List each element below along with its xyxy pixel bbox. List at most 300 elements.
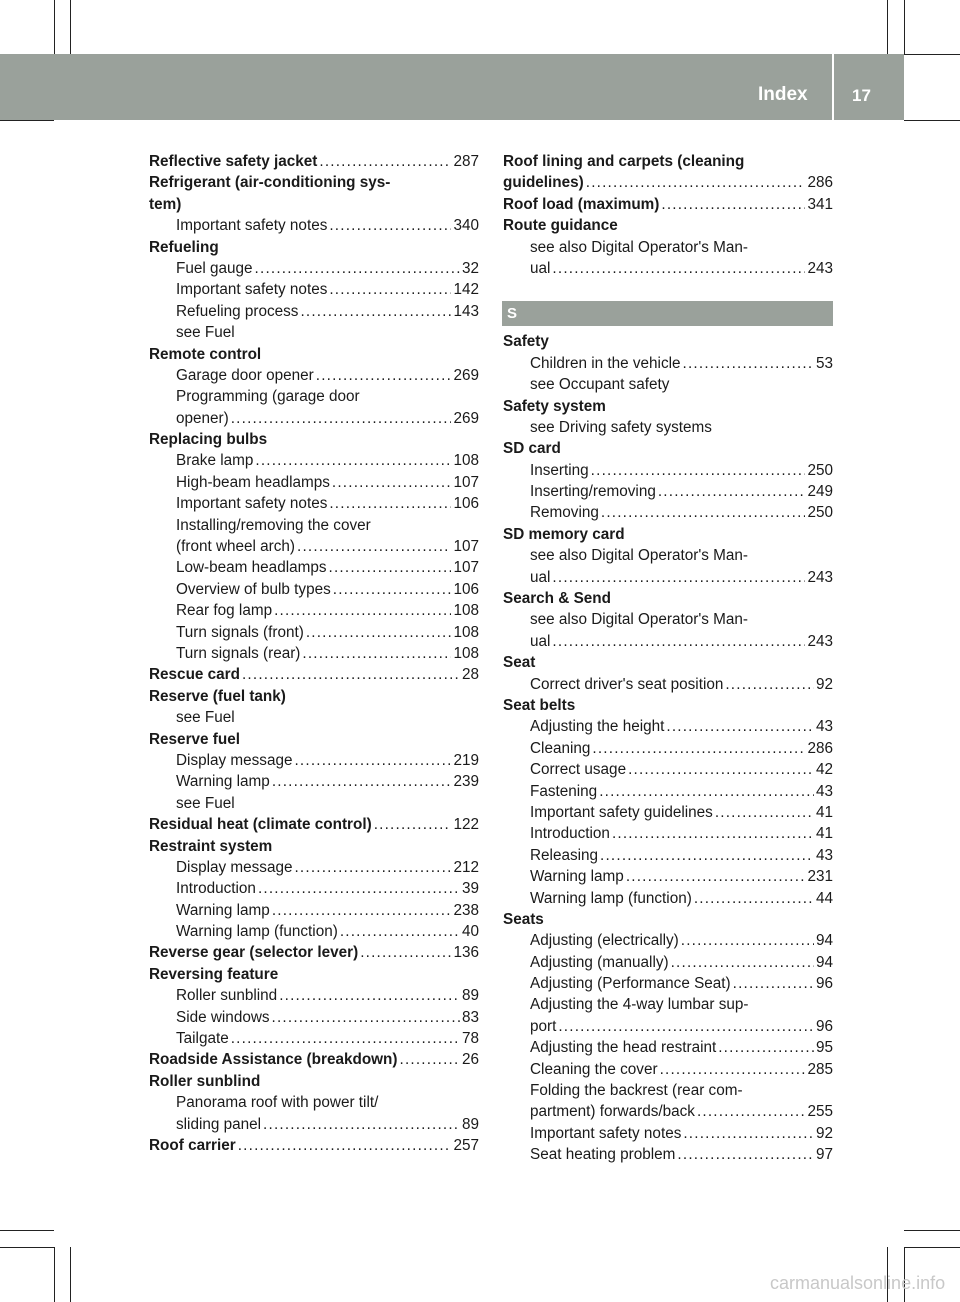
page-ref: 136: [453, 944, 479, 962]
dot-leader: [694, 888, 814, 909]
index-subentry: [503, 1144, 833, 1165]
entry-text: Seat: [503, 654, 536, 672]
index-subentry: [149, 921, 479, 942]
index-subentry: [149, 386, 479, 407]
dot-leader: [306, 622, 452, 643]
page-ref: 122: [453, 816, 479, 834]
index-subentry: [149, 900, 479, 921]
index-group-s: [503, 331, 833, 1165]
entry-text: Safety: [503, 333, 549, 351]
index-entry: [503, 909, 833, 930]
index-entry: [503, 588, 833, 609]
index-subentry: [503, 353, 833, 374]
page-ref: 108: [453, 602, 479, 620]
index-subentry: [149, 643, 479, 664]
entry-text: see also Digital Operator's Man-: [530, 547, 749, 565]
entry-text: Refrigerant (air-conditioning sys-: [149, 174, 391, 192]
entry-text: Safety system: [503, 397, 606, 415]
entry-text: tem): [149, 195, 182, 213]
entry-text: Seat belts: [503, 696, 576, 714]
dot-leader: [255, 258, 460, 279]
index-subentry: [149, 600, 479, 621]
index-subentry: [149, 579, 479, 600]
entry-text: Cleaning: [530, 739, 591, 757]
dot-leader: [329, 279, 451, 300]
dot-leader: [628, 759, 814, 780]
page-ref: 219: [453, 751, 479, 769]
index-column-left: [149, 151, 479, 1156]
crop-mark: [904, 1247, 960, 1248]
entry-text: Roof lining and carpets (cleaning: [503, 153, 745, 170]
dot-leader: [586, 172, 806, 193]
page-ref: 269: [453, 366, 479, 384]
dot-leader: [300, 301, 451, 322]
dot-leader: [329, 493, 451, 514]
dot-leader: [671, 952, 814, 973]
index-subentry: [149, 215, 479, 236]
entry-text: ual: [530, 568, 551, 586]
dot-leader: [733, 973, 814, 994]
entry-text: Important safety notes: [176, 217, 328, 235]
dot-leader: [340, 921, 460, 942]
entry-text: Cleaning the cover: [530, 1060, 658, 1078]
page-ref: 44: [815, 889, 833, 907]
entry-text: Rescue card: [149, 666, 240, 684]
entry-text: guidelines): [503, 174, 584, 192]
crop-mark: [54, 0, 55, 54]
index-subentry: [503, 545, 833, 566]
page-ref: 107: [453, 473, 479, 491]
index-subentry: [149, 557, 479, 578]
dot-leader: [255, 450, 451, 471]
entry-text: (front wheel arch): [176, 538, 296, 556]
entry-text: see Fuel: [176, 709, 235, 727]
dot-leader: [400, 1049, 460, 1070]
page-ref: 286: [807, 739, 833, 757]
page-ref: 89: [461, 1115, 479, 1133]
page-ref: 42: [815, 761, 833, 779]
page-number: 17: [852, 86, 871, 105]
watermark: carmanualsonline.info: [770, 1273, 946, 1293]
index-subentry: [503, 994, 833, 1015]
index-subentry: [503, 738, 833, 759]
page-ref: 41: [815, 803, 833, 821]
dot-leader: [231, 408, 452, 429]
index-subentry: [503, 716, 833, 737]
index-entry: [503, 396, 833, 417]
dot-leader: [258, 878, 460, 899]
dot-leader: [612, 823, 814, 844]
dot-leader: [333, 579, 452, 600]
dot-leader: [715, 802, 814, 823]
page-ref: 94: [815, 953, 833, 971]
index-subentry: [503, 481, 833, 502]
dot-leader: [316, 365, 452, 386]
index-entry: [149, 814, 479, 835]
dot-leader: [660, 1059, 806, 1080]
entry-text: Important safety notes: [530, 1124, 682, 1142]
entry-text: Low-beam headlamps: [176, 559, 327, 577]
crop-mark: [0, 1247, 54, 1248]
entry-text: see Fuel: [176, 324, 235, 342]
crop-mark: [0, 120, 54, 121]
index-entry: [149, 664, 479, 685]
page-ref: 106: [453, 495, 479, 513]
index-entry: [503, 524, 833, 545]
entry-text: Side windows: [176, 1008, 270, 1026]
entry-text: Roof load (maximum): [503, 195, 660, 213]
page-ref: 250: [807, 504, 833, 522]
index-subentry: [149, 857, 479, 878]
index-subentry: [503, 845, 833, 866]
index-subentry: [503, 631, 833, 652]
page-ref: 243: [807, 568, 833, 586]
entry-text: see Fuel: [176, 794, 235, 812]
index-entry: [503, 215, 833, 236]
index-subentry: [503, 1059, 833, 1080]
index-subentry: [149, 1007, 479, 1028]
page-ref: 143: [453, 302, 479, 320]
entry-text: partment) forwards/back: [530, 1103, 695, 1121]
page-ref: 285: [807, 1060, 833, 1078]
crop-mark: [904, 120, 960, 121]
index-subentry: [149, 258, 479, 279]
index-subentry: [149, 493, 479, 514]
entry-text: Turn signals (front): [176, 623, 304, 641]
index-entry: [149, 151, 479, 172]
dot-leader: [294, 857, 451, 878]
entry-text: Warning lamp (function): [176, 923, 338, 941]
entry-text: Adjusting the 4-way lumbar sup-: [530, 996, 749, 1014]
dot-leader: [658, 481, 806, 502]
index-subentry: [503, 374, 833, 395]
entry-text: Important safety guidelines: [530, 803, 713, 821]
dot-leader: [329, 215, 451, 236]
index-subentry: [503, 460, 833, 481]
entry-text: Seats: [503, 910, 544, 928]
index-group-r: [503, 151, 833, 279]
crop-mark: [904, 54, 960, 55]
dot-leader: [272, 771, 452, 792]
entry-text: Important safety notes: [176, 281, 328, 299]
page-ref: 53: [815, 354, 833, 372]
entry-text: Introduction: [530, 825, 610, 843]
entry-text: Warning lamp: [530, 868, 624, 886]
crop-mark: [70, 0, 71, 54]
page-ref: 97: [815, 1146, 833, 1164]
index-subentry: [149, 279, 479, 300]
page-ref: 43: [815, 846, 833, 864]
entry-text: Seat heating problem: [530, 1146, 676, 1164]
entry-text: Reserve fuel: [149, 730, 240, 748]
page-ref: 249: [807, 483, 833, 501]
entry-text: Warning lamp: [176, 773, 270, 791]
index-subentry: [503, 1016, 833, 1037]
page-ref: 106: [453, 580, 479, 598]
dot-leader: [231, 1028, 460, 1049]
page-ref: 78: [461, 1030, 479, 1048]
entry-text: High-beam headlamps: [176, 473, 330, 491]
entry-text: Roller sunblind: [176, 987, 278, 1005]
page-ref: 108: [453, 452, 479, 470]
dot-leader: [272, 1007, 460, 1028]
index-subentry: [503, 866, 833, 887]
entry-text: Reverse gear (selector lever): [149, 944, 359, 962]
entry-text: Warning lamp: [176, 901, 270, 919]
index-entry: [503, 652, 833, 673]
page-ref: 92: [815, 675, 833, 693]
index-subentry: [503, 823, 833, 844]
index-subentry: [503, 674, 833, 695]
index-entry: [149, 729, 479, 750]
page-ref: 243: [807, 259, 833, 277]
header-separator: [832, 54, 834, 120]
dot-leader: [329, 557, 452, 578]
crop-mark: [54, 1247, 55, 1302]
index-subentry: [149, 536, 479, 557]
entry-text: Adjusting the head restraint: [530, 1039, 717, 1057]
page-ref: 28: [461, 666, 479, 684]
dot-leader: [274, 600, 451, 621]
entry-text: Panorama roof with power tilt/: [176, 1094, 379, 1112]
entry-text: opener): [176, 409, 229, 427]
index-entry: [149, 429, 479, 450]
dot-leader: [661, 194, 805, 215]
page-ref: 243: [807, 632, 833, 650]
entry-text: Restraint system: [149, 837, 273, 855]
entry-text: Search & Send: [503, 590, 611, 608]
letter-heading: S: [502, 301, 833, 326]
index-subentry: [503, 502, 833, 523]
index-subentry: [503, 952, 833, 973]
entry-text: Fastening: [530, 782, 598, 800]
crop-mark: [904, 0, 905, 54]
crop-mark: [0, 1230, 54, 1231]
dot-leader: [302, 643, 451, 664]
entry-text: port: [530, 1017, 557, 1035]
entry-text: Adjusting (electrically): [530, 932, 679, 950]
entry-text: Correct driver's seat position: [530, 675, 724, 693]
page-ref: 286: [807, 174, 833, 192]
entry-text: Roller sunblind: [149, 1072, 261, 1090]
page-ref: 287: [453, 153, 479, 170]
page-ref: 83: [461, 1008, 479, 1026]
dot-leader: [697, 1101, 806, 1122]
index-entry: [503, 172, 833, 193]
index-subentry: [149, 985, 479, 1006]
page-ref: 107: [453, 559, 479, 577]
dot-leader: [600, 845, 814, 866]
index-subentry: [503, 1123, 833, 1144]
dot-leader: [272, 900, 452, 921]
index-subentry: [149, 365, 479, 386]
index-entry: [149, 942, 479, 963]
index-subentry: [503, 1101, 833, 1122]
index-entry: [149, 172, 479, 193]
index-subentry: [149, 707, 479, 728]
entry-text: see Occupant safety: [530, 376, 670, 394]
entry-text: ual: [530, 259, 551, 277]
dot-leader: [552, 258, 805, 279]
index-subentry: [149, 750, 479, 771]
entry-text: Important safety notes: [176, 495, 328, 513]
entry-text: Roadside Assistance (breakdown): [149, 1051, 398, 1069]
page-ref: 108: [453, 644, 479, 662]
entry-text: Replacing bulbs: [149, 431, 268, 449]
page-ref: 96: [815, 1017, 833, 1035]
index-entry: [149, 836, 479, 857]
dot-leader: [725, 674, 814, 695]
entry-text: ual: [530, 632, 551, 650]
page-ref: 142: [453, 281, 479, 299]
index-subentry: [503, 237, 833, 258]
dot-leader: [297, 536, 451, 557]
page-ref: 39: [461, 880, 479, 898]
entry-text: Refueling: [149, 238, 219, 256]
entry-text: Fuel gauge: [176, 259, 253, 277]
page-ref: 96: [815, 975, 833, 993]
dot-leader: [599, 781, 814, 802]
entry-text: Folding the backrest (rear com-: [530, 1082, 743, 1100]
entry-text: Roof carrier: [149, 1136, 236, 1154]
index-entry: [149, 1071, 479, 1092]
entry-text: see Driving safety systems: [530, 418, 712, 436]
index-subentry: [503, 888, 833, 909]
entry-text: Route guidance: [503, 217, 618, 235]
index-subentry: [149, 793, 479, 814]
entry-text: Brake lamp: [176, 452, 254, 470]
index-subentry: [149, 1114, 479, 1135]
index-subentry: [149, 450, 479, 471]
entry-text: SD memory card: [503, 525, 625, 543]
index-subentry: [149, 1028, 479, 1049]
entry-text: Overview of bulb types: [176, 580, 331, 598]
entry-text: Display message: [176, 858, 293, 876]
page-ref: 26: [461, 1051, 479, 1069]
dot-leader: [601, 502, 806, 523]
entry-text: Reversing feature: [149, 965, 279, 983]
dot-leader: [552, 567, 805, 588]
index-entry: [503, 695, 833, 716]
index-subentry: [503, 759, 833, 780]
index-subentry: [503, 930, 833, 951]
dot-leader: [374, 814, 452, 835]
page-ref: 255: [807, 1103, 833, 1121]
page-ref: 43: [815, 782, 833, 800]
dot-leader: [279, 985, 460, 1006]
dot-leader: [591, 460, 806, 481]
index-entry: [503, 331, 833, 352]
dot-leader: [677, 1144, 814, 1165]
dot-leader: [238, 1135, 452, 1156]
page-ref: 269: [453, 409, 479, 427]
crop-mark: [70, 1247, 71, 1302]
page-ref: 95: [815, 1039, 833, 1057]
entry-text: Refueling process: [176, 302, 299, 320]
index-entry: [149, 194, 479, 215]
index-entry: [149, 686, 479, 707]
index-subentry: [149, 771, 479, 792]
page-ref: 250: [807, 461, 833, 479]
page-ref: 341: [807, 195, 833, 213]
entry-text: Display message: [176, 751, 293, 769]
index-entry: [503, 438, 833, 459]
entry-text: see also Digital Operator's Man-: [530, 611, 749, 629]
crop-mark: [904, 1230, 960, 1231]
entry-text: Adjusting (Performance Seat): [530, 975, 731, 993]
index-entry: [149, 964, 479, 985]
entry-text: Releasing: [530, 846, 599, 864]
dot-leader: [319, 151, 451, 172]
page-ref: 92: [815, 1124, 833, 1142]
index-subentry: [503, 1080, 833, 1101]
index-subentry: [149, 301, 479, 322]
dot-leader: [683, 353, 814, 374]
index-subentry: [503, 258, 833, 279]
page-ref: 340: [453, 217, 479, 235]
dot-leader: [558, 1016, 814, 1037]
dot-leader: [592, 738, 805, 759]
entry-text: Warning lamp (function): [530, 889, 692, 907]
index-subentry: [503, 802, 833, 823]
entry-text: Residual heat (climate control): [149, 816, 372, 834]
crop-mark: [887, 0, 888, 54]
index-entry: [149, 1135, 479, 1156]
page-ref: 43: [815, 718, 833, 736]
entry-text: Inserting/removing: [530, 483, 656, 501]
dot-leader: [360, 942, 451, 963]
dot-leader: [666, 716, 814, 737]
entry-text: Programming (garage door: [176, 388, 360, 406]
dot-leader: [242, 664, 460, 685]
page-ref: 94: [815, 932, 833, 950]
index-entry: [149, 344, 479, 365]
entry-text: Correct usage: [530, 761, 627, 779]
index-subentry: [503, 1037, 833, 1058]
page-ref: 231: [807, 868, 833, 886]
page-ref: 238: [453, 901, 479, 919]
index-subentry: [503, 973, 833, 994]
entry-text: Reflective safety jacket: [149, 153, 318, 170]
entry-text: Inserting: [530, 461, 589, 479]
entry-text: SD card: [503, 440, 561, 458]
dot-leader: [683, 1123, 814, 1144]
entry-text: Children in the vehicle: [530, 354, 681, 372]
page-ref: 107: [453, 538, 479, 556]
index-entry: [503, 194, 833, 215]
index-entry: [503, 151, 833, 172]
index-entry: [149, 237, 479, 258]
index-subentry: [503, 567, 833, 588]
index-subentry: [149, 408, 479, 429]
section-title: Index: [758, 84, 808, 105]
entry-text: Introduction: [176, 880, 256, 898]
index-subentry: [149, 878, 479, 899]
entry-text: Reserve (fuel tank): [149, 687, 286, 705]
index-column-right: [503, 151, 833, 1166]
page-ref: 41: [815, 825, 833, 843]
page-ref: 89: [461, 987, 479, 1005]
dot-leader: [332, 472, 452, 493]
page-ref: 32: [461, 259, 479, 277]
entry-text: see also Digital Operator's Man-: [530, 238, 749, 256]
index-entry: [149, 1049, 479, 1070]
dot-leader: [552, 631, 805, 652]
entry-text: Turn signals (rear): [176, 644, 301, 662]
page-ref: 40: [461, 923, 479, 941]
index-subentry: [149, 322, 479, 343]
entry-text: Adjusting (manually): [530, 953, 669, 971]
